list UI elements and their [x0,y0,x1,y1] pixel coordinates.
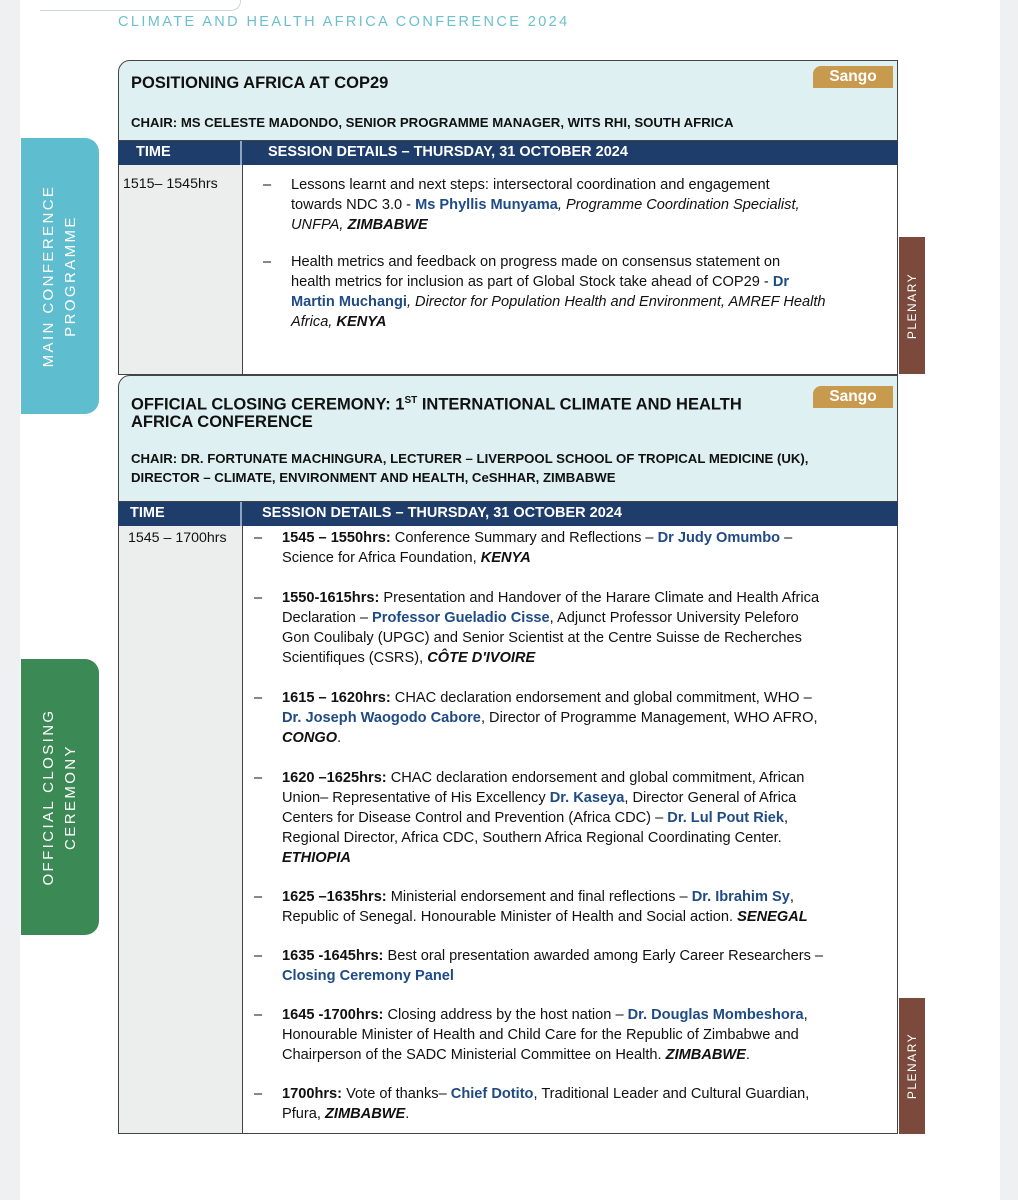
list-item: – 1550-1615hrs: Presentation and Handover of the Harare Climate and Health Africa Declaration – Professor Gueladio Cisse, Adjunct Professor University Peleforo Gon Coulibaly (UPGC) and Senior Scientist at the Centre Suisse de Recherches Scientifiques (CSRS), CÔTE D'IVOIRE [254,590,820,666]
dash: – [254,690,263,706]
dash: – [263,254,272,270]
dash: – [254,1007,263,1023]
slot-time: 1700hrs: [282,1086,343,1102]
speaker-role: , Programme Coordination Specialist, [557,197,800,213]
country: ZIMBABWE [665,1047,746,1063]
header-separator [240,141,242,165]
country: KENYA [336,314,387,330]
session-header-closing [118,375,898,502]
speaker-name: Dr. Joseph Waogodo Cabore [282,710,481,726]
country: ETHIOPIA [282,850,351,866]
session-table-header [118,141,898,165]
session-chair: CHAIR: MS CELESTE MADONDO, SENIOR PROGRAMME MANAGER, WITS RHI, SOUTH AFRICA [131,115,734,130]
session-body-cop29 [118,165,898,375]
plenary-label [899,998,925,1134]
item-text: Lessons learnt and next steps: intersectoral coordination and engagement [291,177,770,193]
time-column [119,165,243,374]
item-text: health metrics for inclusion as part of Global Stock take ahead of COP29 - [291,274,773,290]
session-title: POSITIONING AFRICA AT COP29 [131,74,389,92]
speaker-role: Africa, [291,314,337,330]
slot-time: 1620 –1625hrs: [282,770,387,786]
list-item [263,175,881,235]
item-text: towards NDC 3.0 - [291,197,416,213]
plenary-text: PLENARY [905,1032,919,1100]
speaker-name: Dr [772,274,790,290]
conference-title: CLIMATE AND HEALTH AFRICA CONFERENCE 2024 [118,14,570,30]
speaker-role: UNFPA, [291,217,348,233]
list-item: – 1635 -1645hrs: Best oral presentation awarded among Early Career Researchers – Closing Ceremony Panel [254,948,824,984]
slot-time: 1615 – 1620hrs: [282,690,391,706]
session-table-header [118,502,898,526]
session-header-cop29 [118,60,898,141]
country: CÔTE D'IVOIRE [427,650,536,666]
venue-badge: Sango [813,386,893,408]
list-item: – 1545 – 1550hrs: Conference Summary and Reflections – Dr Judy Omumbo – Science for Africa Foundation, KENYA [254,530,793,566]
country: ZIMBABWE [325,1106,406,1122]
country: ZIMBABWE [347,217,428,233]
dash: – [254,590,263,606]
time-column-header: TIME [136,144,171,160]
dash: – [254,889,263,905]
item-text: Health metrics and feedback on progress made on consensus statement on [291,254,781,270]
session-chair: CHAIR: DR. FORTUNATE MACHINGURA, LECTURER – LIVERPOOL SCHOOL OF TROPICAL MEDICINE (UK), DIRECTOR – CLIMATE, ENVIRONMENT AND HEALTH, CeSHHAR, ZIMBABWE [131,451,809,485]
dash: – [254,1086,263,1102]
time-column [119,526,243,1133]
speaker-name: Martin Muchangi [291,294,407,310]
tab-main-label: MAIN CONFERENCE PROGRAMME [40,184,79,368]
header-decoration [40,0,241,11]
speaker-name: Dr. Douglas Mombeshora [627,1007,804,1023]
session-time: 1515– 1545hrs [123,176,218,192]
list-item: – 1645 -1700hrs: Closing address by the host nation – Dr. Douglas Mombeshora, Honourable Minister of Health and Child Care for the Republic of Zimbabwe and Chairperson of the SADC Ministerial Committee on Health. ZIMBABWE. [254,1007,808,1063]
header-separator [240,502,242,526]
tab-closing-label: OFFICIAL CLOSING CEREMONY [40,708,79,886]
slot-time: 1645 -1700hrs: [282,1007,384,1023]
dash: – [263,177,272,193]
plenary-text: PLENARY [905,272,919,339]
speaker-name: Dr. Kaseya [549,790,625,806]
tab-main-conference-programme[interactable] [21,138,99,414]
list-item [263,252,881,332]
speaker-name: Dr Judy Omumbo [657,530,781,546]
speaker-name: Closing Ceremony Panel [282,968,454,984]
venue-badge: Sango [813,66,893,88]
speaker-name: Dr. Lul Pout Riek [667,810,785,826]
country: KENYA [480,550,531,566]
session-title-line2: AFRICA CONFERENCE [131,413,313,431]
session-body-closing [118,526,898,1134]
plenary-label [899,237,925,374]
details-column-header: SESSION DETAILS – THURSDAY, 31 OCTOBER 2024 [262,505,622,521]
slot-time: 1635 -1645hrs: [282,948,384,964]
dash: – [254,530,263,546]
list-item: – 1620 –1625hrs: CHAC declaration endorsement and global commitment, African Union– Representative of His Excellency Dr. Kaseya, Director General of Africa Centers for Disease Control and Prevention (Africa CDC) – Dr. Lul Pout Riek, Regional Director, Africa CDC, Southern Africa Regional Coordinating Center. ETHIOPIA [254,770,805,866]
country: CONGO [282,730,338,746]
slot-time: 1625 –1635hrs: [282,889,387,905]
slot-time: 1545 – 1550hrs: [282,530,391,546]
country: SENEGAL [737,909,808,925]
list-item: – 1700hrs: Vote of thanks– Chief Dotito, Traditional Leader and Cultural Guardian, Pfura, ZIMBABWE. [254,1086,810,1122]
details-column-header: SESSION DETAILS – THURSDAY, 31 OCTOBER 2024 [268,144,628,160]
dash: – [254,948,263,964]
speaker-name: Professor Gueladio Cisse [372,610,550,626]
list-item: – 1625 –1635hrs: Ministerial endorsement and final reflections – Dr. Ibrahim Sy, Republic of Senegal. Honourable Minister of Health and Social action. SENEGAL [254,889,808,925]
slot-time: 1550-1615hrs: [282,590,380,606]
speaker-name: Dr. Ibrahim Sy [691,889,790,905]
dash: – [254,770,263,786]
session-time: 1545 – 1700hrs [128,530,227,546]
time-column-header: TIME [130,505,165,521]
session-title: OFFICIAL CLOSING CEREMONY: 1ST INTERNATIONAL CLIMATE AND HEALTH [131,395,742,414]
tab-official-closing-ceremony[interactable] [21,659,99,935]
speaker-name: Chief Dotito [450,1086,534,1102]
speaker-role: , Director for Population Health and Environment, AMREF Health [406,294,826,310]
speaker-name: Ms Phyllis Munyama [415,197,558,213]
list-item: – 1615 – 1620hrs: CHAC declaration endorsement and global commitment, WHO – Dr. Joseph Waogodo Cabore, Director of Programme Management, WHO AFRO, CONGO. [254,690,818,746]
